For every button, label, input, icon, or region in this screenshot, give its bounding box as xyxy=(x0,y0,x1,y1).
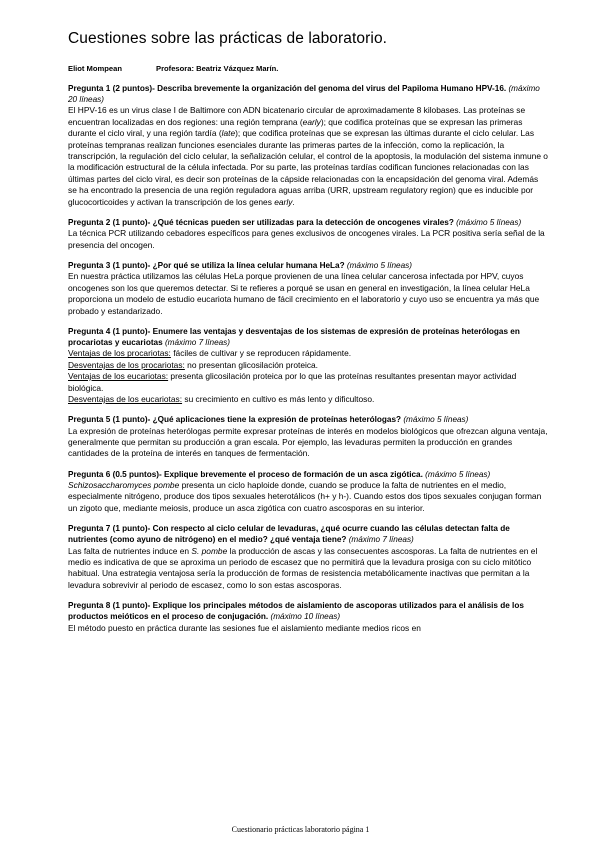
question-3-answer: En nuestra práctica utilizamos las células HeLa porque provienen de una línea celular cancerosa infectada por HPV, cuyos oncogenes son los que queremos detectar. Si te refieres a porqué se usan en general en investigación, la línea celular HeLa proporciona un modelo de estudio eucariota humano de fácil crecimiento en el laboratorio y cuyo uso se encuentra ya más que probado y estandarizado. xyxy=(68,271,540,316)
question-1-prompt: Describa brevemente la organización del genoma del virus del Papiloma Humano HPV-16. xyxy=(154,84,507,93)
question-2-label: Pregunta 2 (1 punto)- xyxy=(68,218,151,228)
question-8 xyxy=(68,600,549,634)
question-4 xyxy=(68,326,549,405)
question-2-note: (máximo 5 líneas) xyxy=(456,218,522,228)
question-1 xyxy=(68,83,549,208)
question-8-note: (máximo 10 líneas) xyxy=(270,612,341,622)
question-6-label: Pregunta 6 (0.5 puntos)- xyxy=(68,469,162,479)
answer-line-term: Ventajas de los eucariotas: xyxy=(68,371,169,382)
question-2-prompt: ¿Qué técnicas pueden ser utilizadas para la detección de oncogenes virales? xyxy=(150,218,454,228)
question-7-answer: Las falta de nutrientes induce en S. pombe la producción de ascas y las consecuentes ascosporas. La falta de nutrientes en el medio es indicativa de que se aproxima un periodo de escasez que no permitirá que la levadura prosiga con su ciclo mitótico habitual. Una estrategia ventajosa sería la producción de formas de resistencia metabólicamente inactivas que permitan a la levadura sobrevivir al periodo de escasez, como lo son estas ascosporas. xyxy=(68,545,538,590)
answer-line-text: fáciles de cultivar y se reproducen rápidamente. xyxy=(170,348,352,359)
question-7-note: (máximo 7 líneas) xyxy=(348,535,414,545)
question-5-note: (máximo 5 líneas) xyxy=(403,415,469,425)
question-6-prompt: Explique brevemente el proceso de formación de un asca zigótica. xyxy=(161,469,423,479)
question-8-heading xyxy=(68,600,549,622)
page-title: Cuestiones sobre las prácticas de laboratorio. xyxy=(68,30,388,47)
question-7-label: Pregunta 7 (1 punto)- xyxy=(68,524,151,534)
question-4-answer xyxy=(68,348,549,405)
answer-line-text: no presentan glicosilación proteica. xyxy=(184,359,319,370)
answer-line-text: presenta glicosilación proteica por lo que las proteínas resultantes presentan mayor actividad biológica. xyxy=(68,371,517,393)
answer-line-term: Ventajas de los procariotas: xyxy=(68,348,171,359)
question-7-heading xyxy=(68,523,549,545)
question-8-answer: El método puesto en práctica durante las sesiones fue el aislamiento mediante medios ricos en xyxy=(68,622,421,633)
answer-line-term: Desventajas de los eucariotas: xyxy=(68,393,183,404)
question-2 xyxy=(68,217,549,251)
question-1-heading xyxy=(68,83,549,105)
question-4-heading xyxy=(68,326,549,348)
question-3-note: (máximo 5 líneas) xyxy=(346,261,412,271)
answer-line-term: Desventajas de los procariotas: xyxy=(68,359,185,370)
question-3-label: Pregunta 3 (1 punto)- xyxy=(68,261,151,271)
question-6-answer: Schizosaccharomyces pombe presenta un ciclo haploide donde, cuando se produce la falta de nutrientes en el medio, especialmente nitrógeno, produce dos tipos sexuales heterotálicos (h+ y h-). Cuando estos dos tipos sexuales conjugan forman un zigoto que, mediante meiosis, produce un asca zigótica con cuatro ascosporas en su interior. xyxy=(68,479,542,513)
question-4-note: (máximo 7 líneas) xyxy=(164,338,231,348)
answer-line xyxy=(68,371,549,394)
question-3 xyxy=(68,260,549,317)
question-6-note: (máximo 5 líneas) xyxy=(425,469,491,479)
question-6 xyxy=(68,469,549,514)
professor-name: Profesora: Beatriz Vázquez Marín. xyxy=(156,64,279,73)
question-4-label: Pregunta 4 (1 punto)- xyxy=(68,326,151,336)
question-2-heading xyxy=(68,217,549,228)
question-1-label: Pregunta 1 (2 puntos)- xyxy=(68,84,155,93)
question-5-answer: La expresión de proteínas heterólogas permite expresar proteínas de interés en modelos biológicos que ofrezcan alguna ventaja, generalmente que permitan su producción a gran escala. Por ejemplo, las levaduras permiten la producción en grandes cantidades de la proteína de interés en tanques de fermentación. xyxy=(68,425,548,459)
byline xyxy=(68,64,549,73)
answer-line xyxy=(68,394,549,405)
question-4-prompt: Enumere las ventajas y desventajas de los sistemas de expresión de proteínas heterólogas en procariotas y eucariotas xyxy=(68,326,520,348)
question-2-answer: La técnica PCR utilizando cebadores específicos para genes exclusivos de oncogenes virales. La PCR positiva sería señal de la presencia del oncogen. xyxy=(68,228,545,250)
question-8-prompt: Explique los principales métodos de aislamiento de ascoporas utilizados para el análisis de los productos meióticos en el proceso de conjugación. xyxy=(68,601,524,622)
question-1-note: (máximo 20 líneas) xyxy=(68,84,540,105)
answer-line xyxy=(68,348,549,359)
answer-line-text: su crecimiento en cultivo es más lento y dificultoso. xyxy=(182,393,375,404)
question-5 xyxy=(68,414,549,459)
question-3-heading xyxy=(68,260,549,271)
answer-line xyxy=(68,360,549,371)
page-footer: Cuestionario prácticas laboratorio página 1 xyxy=(231,825,370,834)
question-7-prompt: Con respecto al ciclo celular de levaduras, ¿qué ocurre cuando las células detectan falta de nutrientes (como ayuno de nitrógeno) en el medio? ¿qué ventaja tiene? xyxy=(68,524,510,545)
question-1-answer: El HPV-16 es un virus clase I de Baltimore con ADN bicatenario circular de aproximadamente 8 kilobases. Las proteínas se encuentran localizadas en dos regiones: una región temprana (early); que codifica proteínas que se expresan las primeras durante el ciclo viral, y una región tardía (late); que codifica proteínas que se expresan las últimas durante el ciclo celular. Las proteínas tempranas realizan funciones esenciales durante las primeras partes de la infección, como la replicación, la transcripción, la regulación del ciclo celular, la señalización celular, el control de la apoptosis, la modulación del sistema inmune o la modificación estructural de la célula infectada. Por su parte, las proteínas tardías codifican funciones relacionadas con las últimas partes del ciclo viral, es decir son proteínas de la cápside relacionadas con la encapsidación del genoma viral. Además se ha encontrado la presencia de una región reguladora aguas arriba (URR, upstream regulatory region) que es inducible por glucocorticoides y activan la transcripción de los genes early. xyxy=(68,105,548,207)
question-5-heading xyxy=(68,414,549,425)
question-5-label: Pregunta 5 (1 punto)- xyxy=(68,415,151,425)
question-6-heading xyxy=(68,469,549,480)
question-3-prompt: ¿Por qué se utiliza la línea celular humana HeLa? xyxy=(150,261,345,271)
question-7 xyxy=(68,523,549,591)
question-5-prompt: ¿Qué aplicaciones tiene la expresión de proteínas heterólogas? xyxy=(150,415,402,425)
author-name: Eliot Mompean xyxy=(68,64,123,73)
question-8-label: Pregunta 8 (1 punto)- xyxy=(68,601,151,611)
